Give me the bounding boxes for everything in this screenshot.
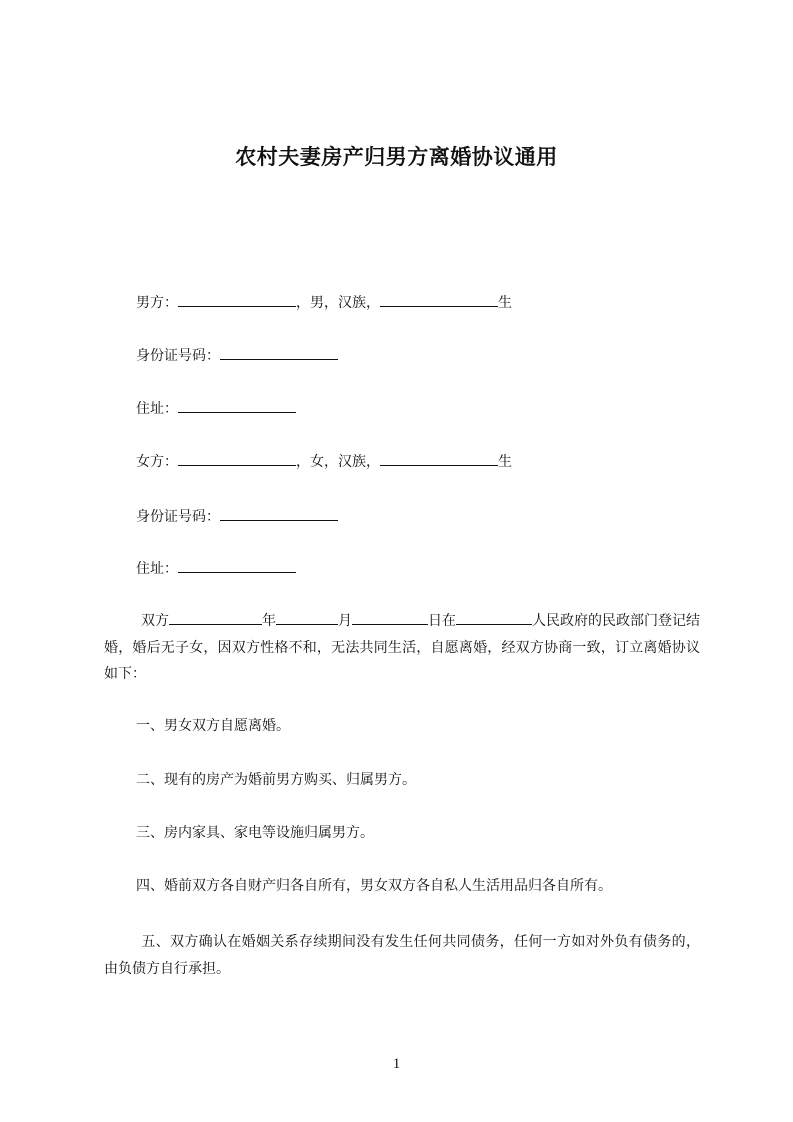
female-birth-suffix: 生	[498, 454, 512, 470]
document-title: 农村夫妻房产归男方离婚协议通用	[235, 145, 558, 169]
female-birth-blank[interactable]	[380, 451, 498, 466]
clause-3: 三、房内家具、家电等设施归属男方。	[136, 825, 374, 841]
female-info-line	[136, 451, 512, 472]
male-birth-suffix: 生	[498, 295, 512, 311]
clause-5-paragraph	[104, 929, 700, 982]
male-name-blank[interactable]	[178, 292, 296, 307]
male-id-blank[interactable]	[220, 345, 338, 360]
male-address-line	[136, 398, 296, 419]
marriage-month-blank[interactable]	[276, 610, 338, 625]
male-id-line	[136, 345, 338, 366]
female-address-blank[interactable]	[178, 558, 296, 573]
female-gender-text: ，女，汉族，	[296, 454, 380, 470]
clause-4: 四、婚前双方各自财产归各自所有，男女双方各自私人生活用品归各自所有。	[136, 878, 612, 894]
marriage-year-blank[interactable]	[169, 610, 262, 625]
male-info-line	[136, 292, 512, 313]
intro-month-text: 月	[338, 613, 352, 629]
female-name-blank[interactable]	[178, 451, 296, 466]
intro-text-body: 人民政府的民政部门登记结婚，婚后无子女，因双方性格不和，无法共同生活，自愿离婚，经双方协商一致，订立离婚协议如下：	[104, 613, 700, 682]
male-birth-blank[interactable]	[380, 292, 498, 307]
female-label: 女方：	[136, 454, 178, 470]
clause-1: 一、男女双方自愿离婚。	[136, 718, 290, 734]
female-address-line	[136, 558, 296, 579]
clause-5: 五、双方确认在婚姻关系存续期间没有发生任何共同债务，任何一方如对外负有债务的，由负债方自行承担。	[104, 934, 700, 977]
page-number: 1	[392, 1056, 401, 1072]
male-gender-text: ，男，汉族，	[296, 295, 380, 311]
intro-year-text: 年	[262, 613, 276, 629]
marriage-day-blank[interactable]	[352, 610, 428, 625]
clause-2: 二、现有的房产为婚前男方购买、归属男方。	[136, 772, 416, 788]
male-label: 男方：	[136, 295, 178, 311]
female-address-label: 住址：	[136, 561, 178, 577]
male-address-blank[interactable]	[178, 398, 296, 413]
intro-text-1: 双方	[141, 613, 169, 629]
male-id-label: 身份证号码：	[136, 348, 220, 364]
intro-day-text: 日在	[428, 613, 456, 629]
female-id-line	[136, 506, 338, 527]
male-address-label: 住址：	[136, 401, 178, 417]
intro-paragraph	[104, 608, 700, 688]
female-id-label: 身份证号码：	[136, 509, 220, 525]
female-id-blank[interactable]	[220, 506, 338, 521]
registry-place-blank[interactable]	[456, 610, 532, 625]
